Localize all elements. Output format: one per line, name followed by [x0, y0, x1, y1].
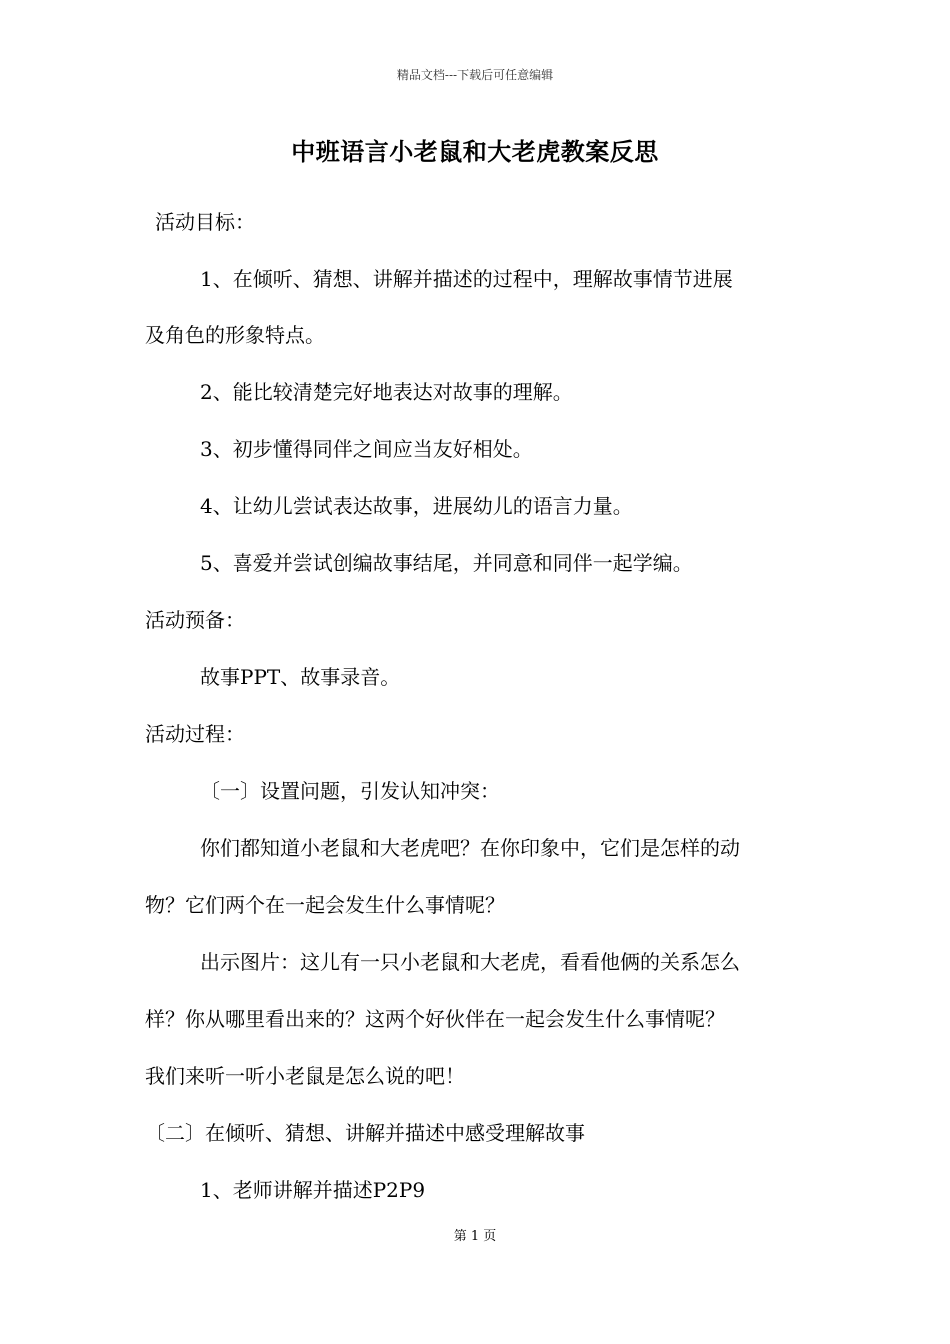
paragraph-line: 我们来听一听小老鼠是怎么说的吧！ — [145, 1064, 465, 1088]
paragraph-line: 1、老师讲解并描述P2P9 — [200, 1178, 426, 1202]
paragraph-line: 4、让幼儿尝试表达故事，进展幼儿的语言力量。 — [200, 494, 633, 518]
paragraph-line: 物？它们两个在一起会发生什么事情呢？ — [145, 893, 505, 917]
paragraph-line: 及角色的形象特点。 — [145, 323, 325, 347]
paragraph-line: 〔二〕在倾听、猜想、讲解并描述中感受理解故事 — [145, 1121, 585, 1145]
paragraph-line: 3、初步懂得同伴之间应当友好相处。 — [200, 437, 533, 461]
paragraph-line: 出示图片：这儿有一只小老鼠和大老虎，看看他俩的关系怎么 — [200, 950, 740, 974]
paragraph-line: 5、喜爱并尝试创编故事结尾，并同意和同伴一起学编。 — [200, 551, 693, 575]
page-header: 精品文档---下载后可任意编辑 — [396, 68, 554, 82]
document-title: 中班语言小老鼠和大老虎教案反思 — [291, 137, 659, 166]
page-number: 第 1 页 — [453, 1229, 497, 1244]
section-heading-preparation: 活动预备： — [145, 608, 245, 632]
section-heading-goals: 活动目标： — [155, 210, 255, 234]
section-heading-process: 活动过程： — [145, 722, 245, 746]
paragraph-line: 你们都知道小老鼠和大老虎吧？在你印象中，它们是怎样的动 — [200, 836, 740, 860]
paragraph-line: 1、在倾听、猜想、讲解并描述的过程中，理解故事情节进展 — [200, 267, 733, 291]
paragraph-line: 故事PPT、故事录音。 — [200, 665, 401, 689]
paragraph-line: 样？你从哪里看出来的？这两个好伙伴在一起会发生什么事情呢？ — [145, 1007, 725, 1031]
paragraph-line: 2、能比较清楚完好地表达对故事的理解。 — [200, 380, 573, 404]
paragraph-line: 〔一〕设置问题，引发认知冲突： — [200, 779, 500, 803]
